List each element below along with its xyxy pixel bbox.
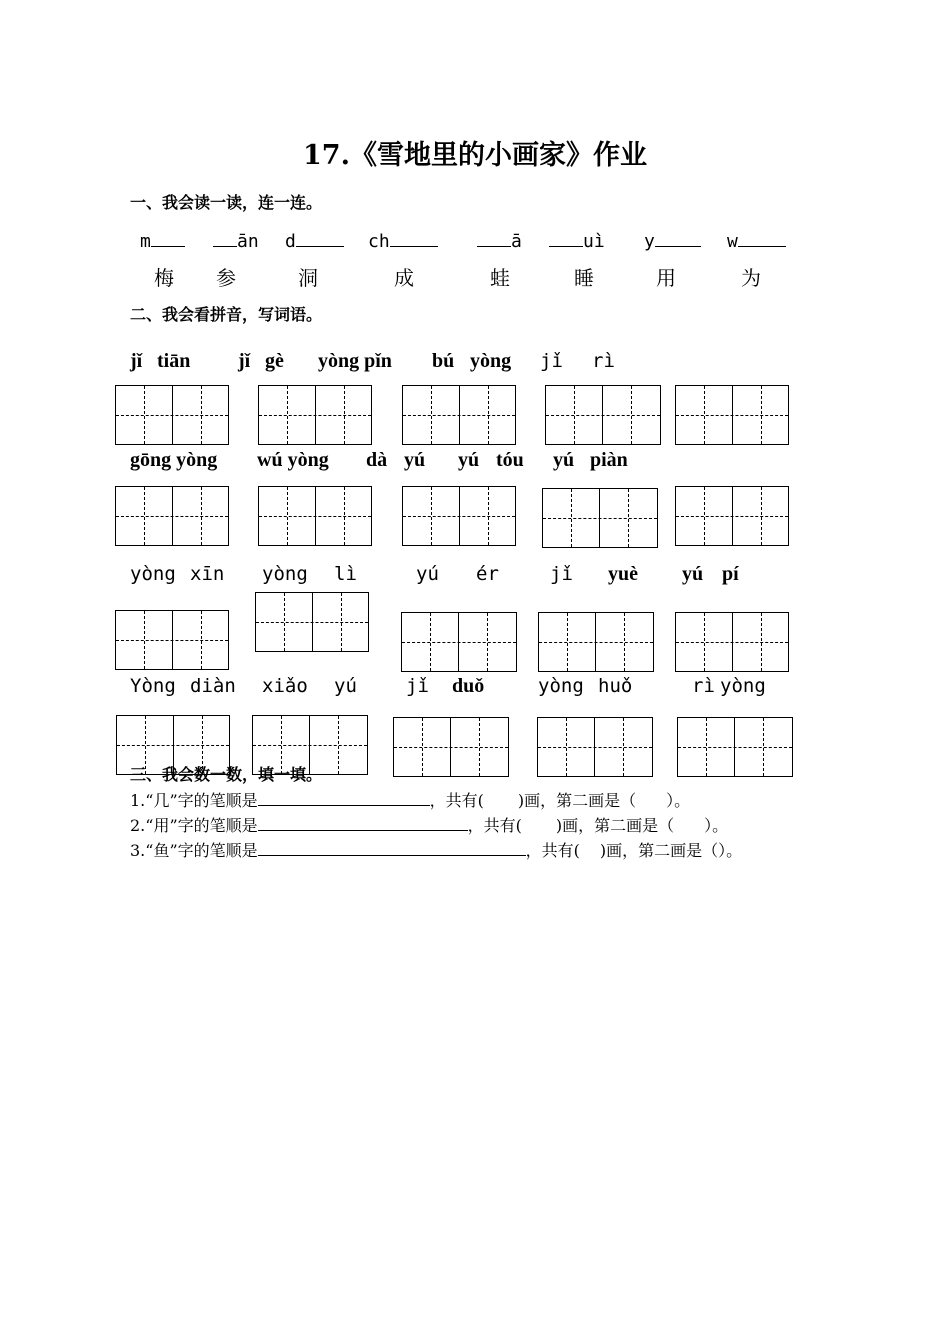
pinyin-label: yòng xyxy=(262,563,308,585)
pinyin-label: Yòng xyxy=(130,675,176,697)
writing-box[interactable] xyxy=(115,610,229,670)
pinyin-label: rì xyxy=(592,350,615,372)
writing-box[interactable] xyxy=(401,612,517,672)
pinyin-item-5: ā xyxy=(477,228,522,252)
char-8: 为 xyxy=(741,266,761,290)
char-4: 成 xyxy=(394,266,414,290)
pinyin-label: piàn xyxy=(590,449,628,471)
question-3 xyxy=(130,838,830,863)
writing-box[interactable] xyxy=(675,385,789,445)
pinyin-label: rì xyxy=(692,675,715,697)
question-text: ）。 xyxy=(718,841,743,860)
pinyin-label: jǐ xyxy=(406,675,429,697)
answer-blank[interactable] xyxy=(258,791,430,806)
question-text: )画，第二画是（ xyxy=(517,791,637,810)
pinyin-label: yú xyxy=(458,449,480,471)
pinyin-label: yòng pǐn xyxy=(318,350,392,372)
pinyin-label: lì xyxy=(334,563,357,585)
char-7: 用 xyxy=(656,266,676,290)
writing-box[interactable] xyxy=(393,717,509,777)
pinyin-label: xiǎo xyxy=(262,675,308,697)
pinyin-label: yú xyxy=(334,675,357,697)
pinyin-label: yòng xyxy=(720,675,766,697)
page-title: 17.《雪地里的小画家》作业 xyxy=(303,140,647,171)
pinyin-label: jǐ xyxy=(550,563,573,585)
question-1 xyxy=(130,788,690,811)
pinyin-label: yú xyxy=(404,449,426,471)
section1-heading: 一、我会读一读，连一连。 xyxy=(130,193,323,212)
char-1: 梅 xyxy=(154,266,174,290)
pinyin-label: dà xyxy=(366,449,388,471)
pinyin-label: yòng xyxy=(130,563,176,585)
question-text: )画，第二画是（ xyxy=(555,816,675,835)
pinyin-label: ér xyxy=(476,563,499,585)
char-6: 睡 xyxy=(574,266,594,290)
pinyin-item-7: y xyxy=(644,228,701,252)
pinyin-item-3: d xyxy=(285,228,344,252)
question-text: ）。 xyxy=(704,816,729,835)
section3-heading: 三、我会数一数，填一填。 xyxy=(130,765,323,784)
pinyin-label: huǒ xyxy=(598,675,633,697)
pinyin-label: yú xyxy=(682,563,704,585)
pinyin-label: bú xyxy=(432,350,455,372)
writing-box[interactable] xyxy=(115,385,229,445)
pinyin-item-8: w xyxy=(727,228,786,252)
pinyin-label: jǐ xyxy=(540,350,563,372)
pinyin-label: yú xyxy=(416,563,439,585)
writing-box[interactable] xyxy=(538,612,654,672)
pinyin-label: yú xyxy=(553,449,575,471)
pinyin-label: wú yòng xyxy=(257,449,329,471)
pinyin-item-6: uì xyxy=(549,228,605,252)
writing-box[interactable] xyxy=(258,385,372,445)
writing-box[interactable] xyxy=(677,717,793,777)
char-5: 蛙 xyxy=(490,266,510,290)
question-text: 1.“几”字的笔顺是 xyxy=(130,791,258,810)
question-text: ，共有( xyxy=(429,791,484,810)
question-text: ）。 xyxy=(666,791,691,810)
question-text: ，共有( xyxy=(525,841,580,860)
writing-box[interactable] xyxy=(115,486,229,546)
pinyin-label: xīn xyxy=(190,563,225,585)
writing-box[interactable] xyxy=(258,486,372,546)
pinyin-item-1: m xyxy=(140,228,185,252)
pinyin-item-2: ān xyxy=(213,228,259,252)
writing-box[interactable] xyxy=(675,486,789,546)
answer-blank[interactable] xyxy=(258,841,526,856)
pinyin-label: yòng xyxy=(470,350,512,372)
pinyin-item-4: ch xyxy=(368,228,438,252)
question-text: ，共有( xyxy=(467,816,522,835)
writing-box[interactable] xyxy=(402,486,516,546)
pinyin-label: diàn xyxy=(190,675,236,697)
pinyin-label: gè xyxy=(265,350,284,372)
writing-box[interactable] xyxy=(255,592,369,652)
writing-box[interactable] xyxy=(545,385,661,445)
pinyin-label: jǐ xyxy=(238,350,251,372)
pinyin-label: yuè xyxy=(608,563,638,585)
pinyin-label: duǒ xyxy=(452,675,485,697)
question-text: 2.“用”字的笔顺是 xyxy=(130,816,258,835)
pinyin-label: tiān xyxy=(157,350,191,372)
char-3: 洞 xyxy=(298,266,318,290)
section2-heading: 二、我会看拼音，写词语。 xyxy=(130,305,323,324)
pinyin-label: jǐ xyxy=(130,350,143,372)
pinyin-label: yòng xyxy=(538,675,584,697)
question-2 xyxy=(130,813,728,836)
writing-box[interactable] xyxy=(537,717,653,777)
pinyin-label: gōng yòng xyxy=(130,449,218,471)
writing-box[interactable] xyxy=(675,612,789,672)
writing-box[interactable] xyxy=(402,385,516,445)
question-text: 3.“鱼”字的笔顺是 xyxy=(130,841,258,860)
char-2: 参 xyxy=(216,266,236,290)
pinyin-label: pí xyxy=(722,563,739,585)
writing-box[interactable] xyxy=(542,488,658,548)
answer-blank[interactable] xyxy=(258,816,468,831)
question-text: )画，第二画是（ xyxy=(599,841,719,860)
pinyin-label: tóu xyxy=(496,449,524,471)
